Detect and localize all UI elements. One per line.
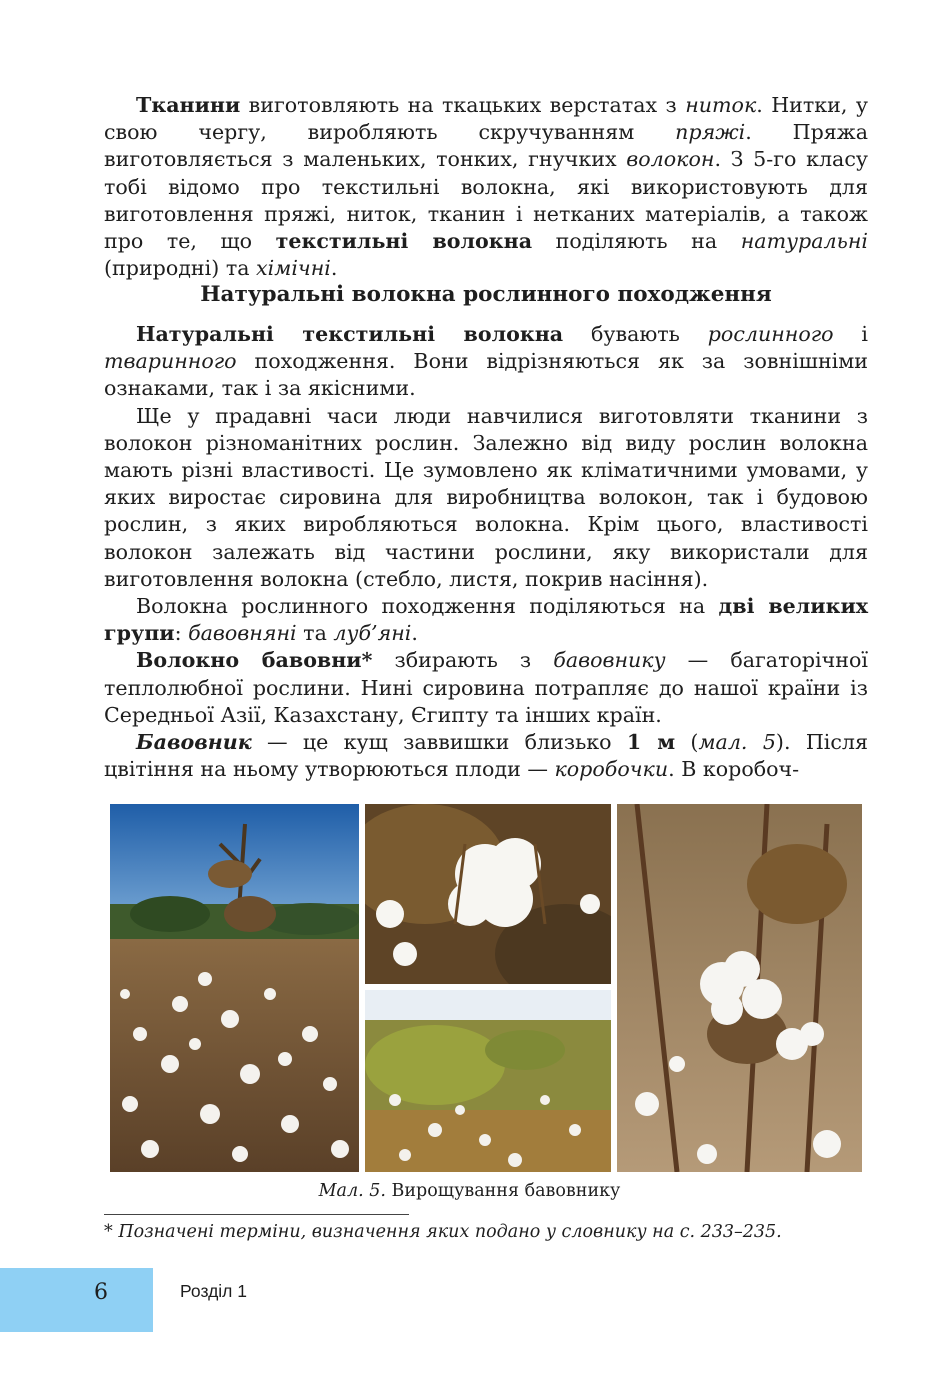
height-value: 1 м [626, 730, 676, 755]
text-span: . Нитки, у свою чергу, виробляють скручуванням [104, 93, 868, 145]
paragraph-4 [104, 647, 868, 729]
figure-reference: мал. 5 [698, 730, 776, 755]
term-natural-fibers: Натуральні текстильні волокна [136, 322, 564, 346]
text-span: (природні) та [104, 256, 257, 281]
term-tkanyny: Тканини [136, 93, 241, 117]
paragraph-1 [104, 321, 868, 403]
term-volokna: волокон [626, 147, 715, 172]
text-span: . З 5-го класу тобі відомо про текстильні волокна, які використовують для виготовлення пряжі, ниток, тканин і нетканих матеріалів, а також про те, що [104, 147, 868, 254]
term-animal: тваринного [104, 349, 237, 374]
caption-text: Вирощування бавовнику [385, 1181, 621, 1201]
body-text [104, 321, 868, 783]
section-label: Розділ 1 [180, 1281, 247, 1301]
term-naturalni: натуральні [740, 229, 868, 254]
text-span: збирають з [372, 648, 554, 673]
footnote-divider [104, 1214, 409, 1215]
page-number-tab [0, 1268, 153, 1332]
photo-cotton-bush-field [365, 990, 611, 1172]
paragraph-2: Ще у прадавні часи люди навчилися виготовляти тканини з волокон різноманітних рослин. Залежно від виду рослин волокна мають різні властивості. Це зумовлено як кліматичними умовами, у яких виростає сировина для виробництва волокон, так і будовою рослин, з яких виробляються волокна. Крім цього, властивості волокон залежать від частини рослини, яку використали для виготовлення волокна (стебло, листя, покрив насіння). [104, 403, 868, 591]
text-span: ( [675, 730, 699, 755]
figure-label: Мал. 5. [318, 1181, 386, 1201]
term-plant: рослинного [707, 322, 834, 346]
term-cotton-type: бавовняні [188, 621, 297, 646]
term-bast-type: луб’яні [333, 621, 412, 646]
text-span: походження. Вони відрізняються як за зовнішніми ознаками, так і за якісними. [104, 349, 868, 401]
term-cotton-fiber: Волокно бавовни* [136, 648, 373, 673]
term-two-groups: дві великих групи [104, 594, 868, 646]
footnote: * Позначені терміни, визначення яких подано у словнику на с. 233–235. [104, 1222, 782, 1242]
term-priazha: пряжі [675, 120, 746, 145]
text-span: — багаторічної теплолюбної рослини. Нині сировина потрапляє до нашої країни із Середньої Азії, Казахстану, Єгипту та інших країн. [104, 648, 868, 727]
term-bavovnyk: Бавовник [136, 730, 252, 755]
term-khimichni: хімічні [256, 256, 331, 281]
text-span: поділяють на [532, 229, 741, 254]
photo-cotton-boll-closeup [365, 804, 611, 984]
paragraph-5 [104, 729, 868, 783]
page-number: 6 [94, 1280, 108, 1305]
text-span: бувають [563, 322, 708, 346]
text-span: . [330, 256, 338, 281]
text-span: . В коробоч- [668, 757, 800, 782]
term-nytky: ниток [685, 93, 757, 117]
text-span: і [833, 322, 869, 346]
term-cotton-plant: бавовнику [553, 648, 666, 673]
text-span: — це кущ заввишки близько [251, 730, 627, 755]
intro-text [104, 92, 868, 282]
figure-cotton-photos [110, 804, 862, 1172]
photo-cotton-field [110, 804, 359, 1172]
text-span: ). Після цвітіння на ньому утворюються плоди — [104, 730, 868, 782]
text-span: . [411, 621, 418, 646]
term-korobochky: коробочки [554, 757, 669, 782]
text-span: Волокна рослинного походження поділяються на [136, 594, 719, 619]
text-span: : [174, 621, 189, 646]
paragraph-3 [104, 593, 868, 647]
figure-caption [0, 1180, 939, 1202]
text-span: виготовляють на ткацьких верстатах з [240, 93, 686, 117]
term-tekstylni-volokna: текстильні волокна [275, 229, 533, 254]
photo-cotton-plant [617, 804, 862, 1172]
intro-paragraph [104, 92, 868, 282]
section-heading: Натуральні волокна рослинного походження [200, 282, 772, 307]
text-span: та [296, 621, 334, 646]
text-span: . Пряжа виготовляється з маленьких, тонких, гнучких [104, 120, 868, 172]
